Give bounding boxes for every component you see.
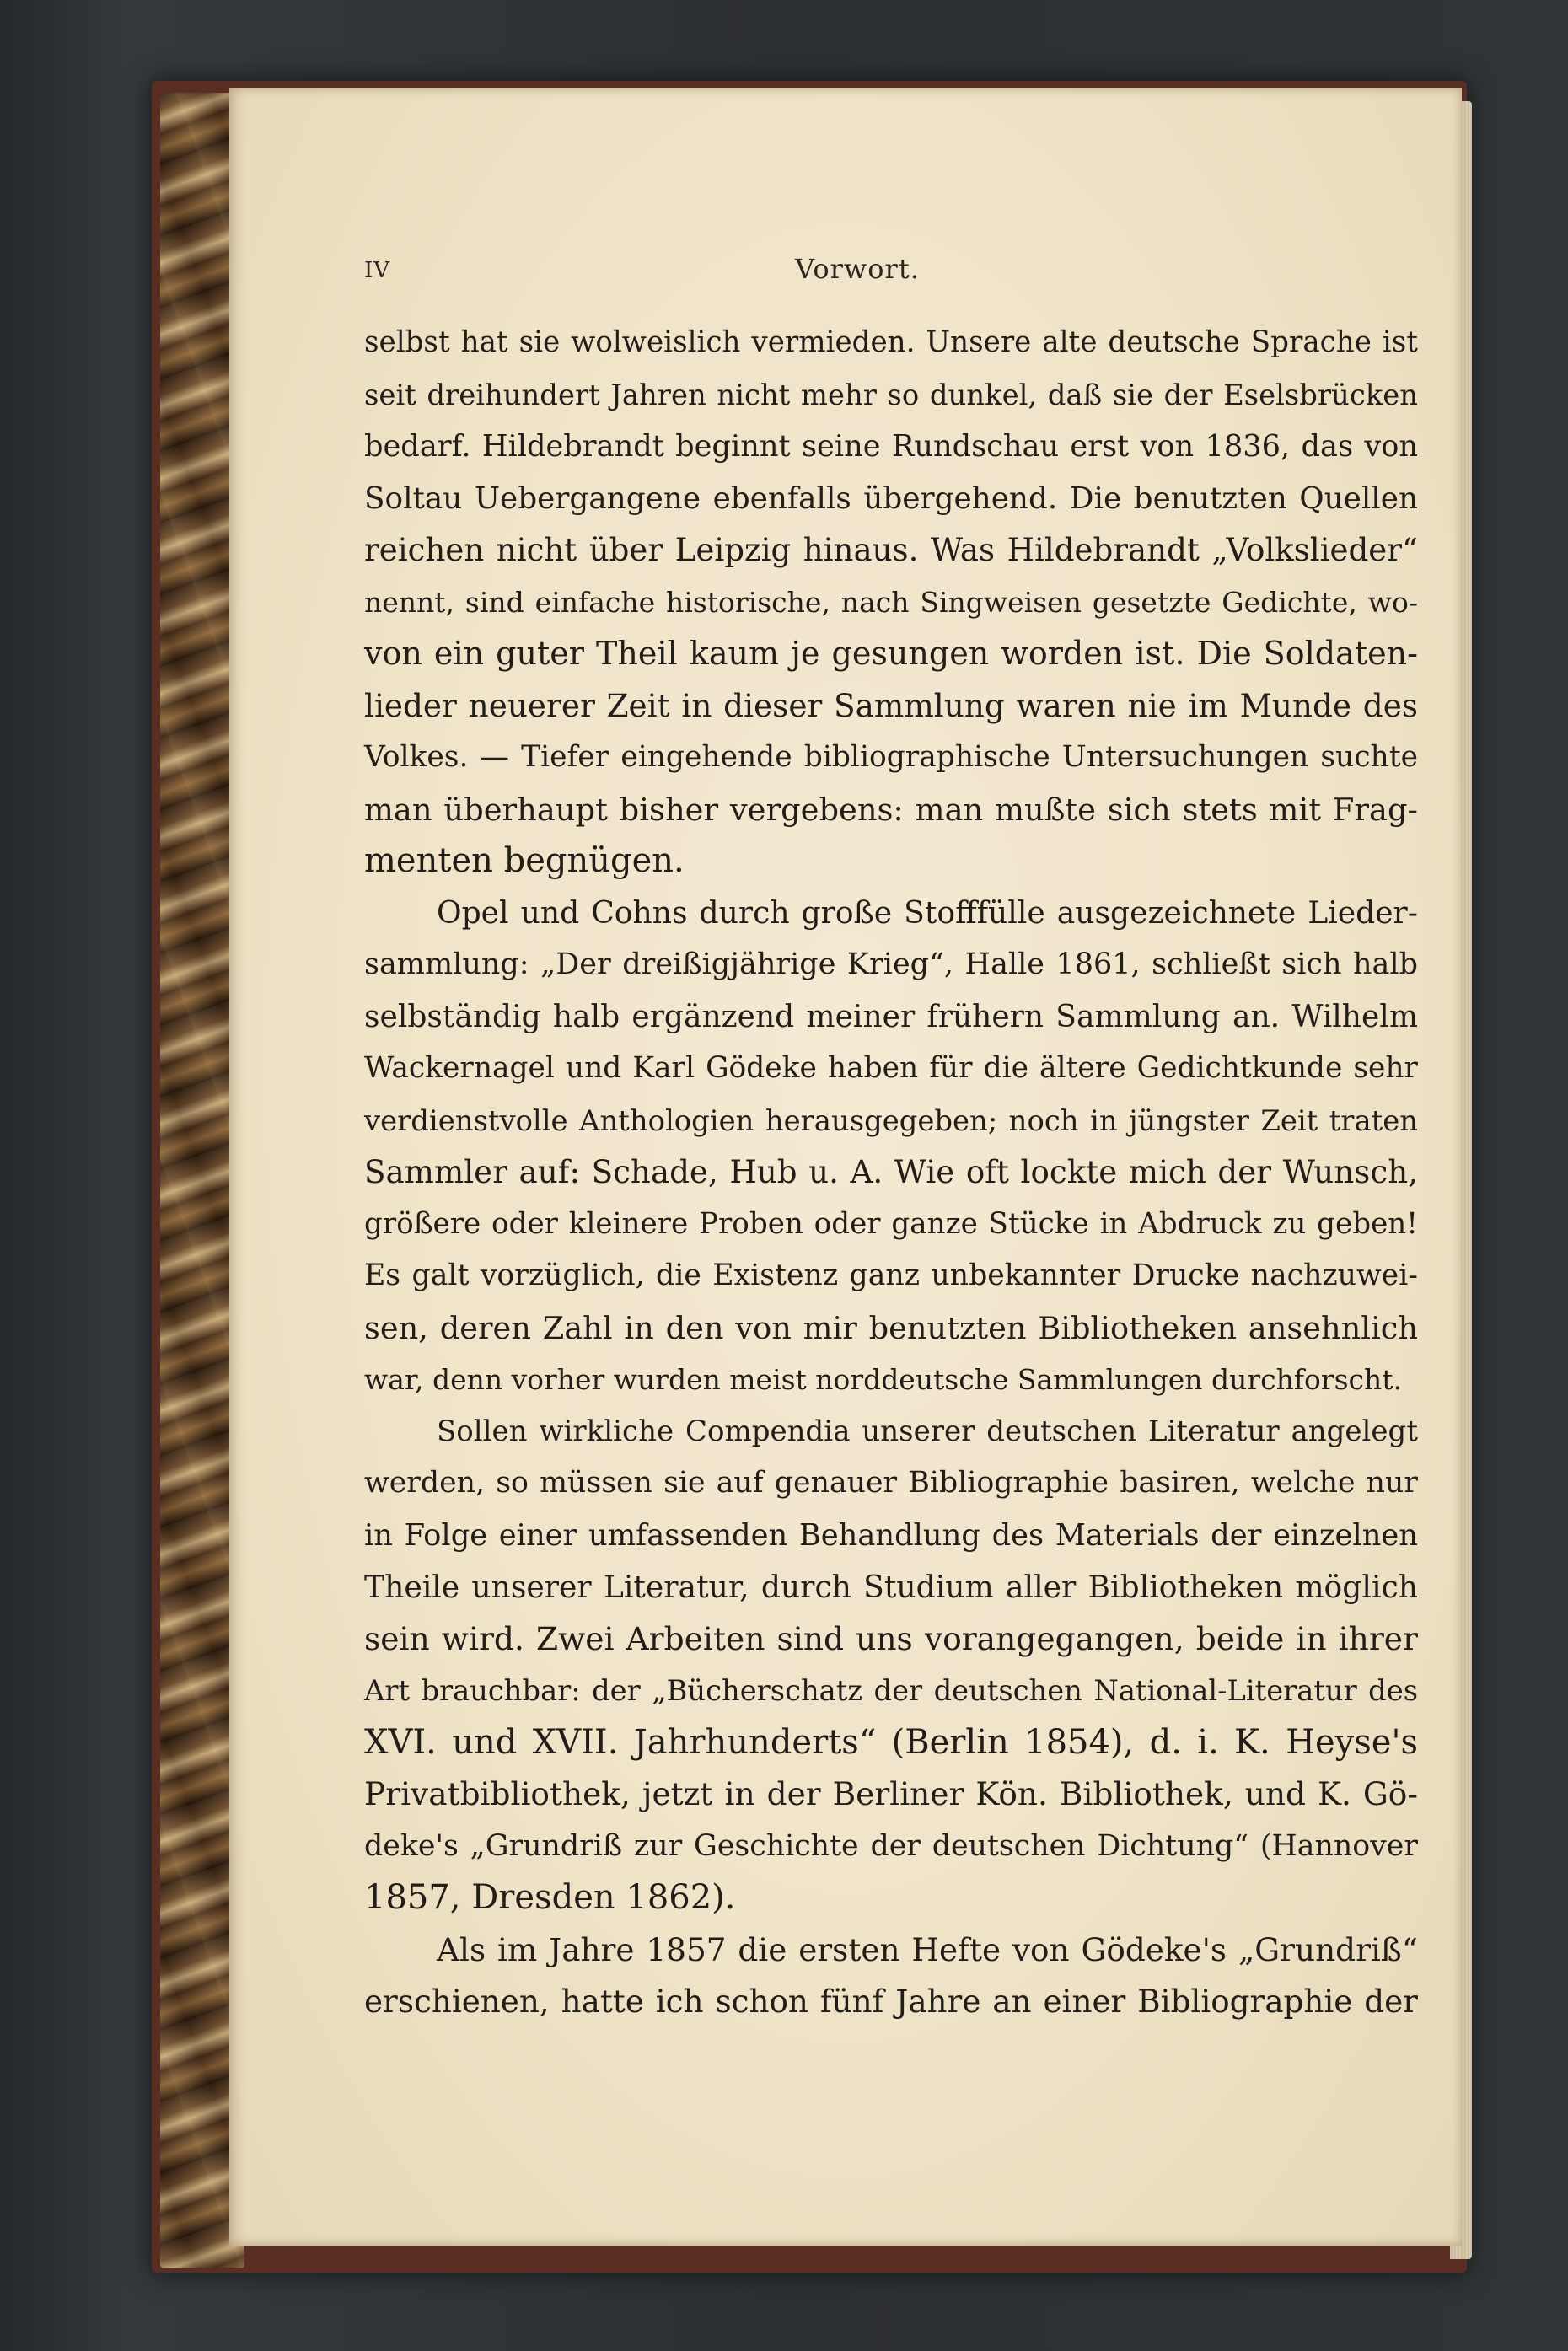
text-line: seit dreihundert Jahren nicht mehr so dunkel, daß sie der Eselsbrücken (364, 378, 1418, 411)
text-line: größere oder kleinere Proben oder ganze Stücke in Abdruck zu geben! (364, 1206, 1418, 1241)
text-line: Theile unserer Literatur, durch Studium aller Bibliotheken möglich (364, 1569, 1418, 1605)
text-line: Als im Jahre 1857 die ersten Hefte von Gödeke's „Grundriß“ (437, 1930, 1418, 1968)
text-line: sen, deren Zahl in den von mir benutzten Bibliotheken ansehnlich (364, 1309, 1418, 1346)
text-line: selbst hat sie wolweislich vermieden. Unsere alte deutsche Sprache ist (364, 325, 1418, 359)
text-line: XVI. und XVII. Jahrhunderts“ (Berlin 1854), d. i. K. Heyse's (364, 1722, 1418, 1762)
text-line: reichen nicht über Leipzig hinaus. Was Hildebrandt „Volkslieder“ (364, 532, 1418, 568)
text-line: lieder neuerer Zeit in dieser Sammlung waren nie im Munde des (364, 686, 1418, 724)
body-text (364, 317, 1418, 2028)
text-line: Soltau Uebergangene ebenfalls übergehend. Die benutzten Quellen (364, 480, 1418, 516)
text-line: nennt, sind einfache historische, nach Singweisen gesetzte Gedichte, wo- (364, 585, 1418, 619)
text-line: Volkes. — Tiefer eingehende bibliographische Untersuchungen suchte (364, 740, 1418, 774)
text-line: bedarf. Hildebrandt beginnt seine Rundschau erst von 1836, das von (364, 429, 1418, 464)
text-line: selbständig halb ergänzend meiner frühern Sammlung an. Wilhelm (364, 999, 1418, 1034)
text-line: Sammler auf: Schade, Hub u. A. Wie oft lockte mich der Wunsch, (364, 1153, 1418, 1190)
text-line: Es galt vorzüglich, die Existenz ganz unbekannter Drucke nachzuwei- (364, 1259, 1418, 1292)
text-line: erschienen, hatte ich schon fünf Jahre an einer Bibliographie der (364, 1983, 1418, 2020)
text-line: von ein guter Theil kaum je gesungen worden ist. Die Soldaten- (364, 635, 1418, 672)
text-line: deke's „Grundriß zur Geschichte der deutschen Dichtung“ (Hannover (364, 1828, 1418, 1863)
text-line: man überhaupt bisher vergebens: man mußte sich stets mit Frag- (364, 791, 1418, 828)
text-line: sammlung: „Der dreißigjährige Krieg“, Halle 1861, schließt sich halb (364, 947, 1418, 981)
text-line: verdienstvolle Anthologien herausgegeben; noch in jüngster Zeit traten (364, 1103, 1418, 1137)
text-line: sein wird. Zwei Arbeiten sind uns vorangegangen, beide in ihrer (364, 1619, 1418, 1657)
text-line: Wackernagel und Karl Gödeke haben für die ältere Gedichtkunde sehr (364, 1051, 1418, 1085)
text-line: war, denn vorher wurden meist norddeutsche Sammlungen durchforscht. (364, 1363, 1402, 1396)
text-line: Art brauchbar: der „Bücherschatz der deutschen National-Literatur des (364, 1674, 1418, 1707)
running-head-title: Vorwort. (795, 253, 920, 285)
book-page (229, 88, 1462, 2246)
text-line: werden, so müssen sie auf genauer Bibliographie basiren, welche nur (364, 1466, 1418, 1500)
text-line: Opel und Cohns durch große Stofffülle ausgezeichnete Lieder- (437, 894, 1418, 931)
text-line: Sollen wirkliche Compendia unserer deutschen Literatur angelegt (437, 1414, 1418, 1448)
text-line: 1857, Dresden 1862). (364, 1878, 736, 1917)
text-line: Privatbibliothek, jetzt in der Berliner Kön. Bibliothek, und K. Gö- (364, 1775, 1418, 1812)
text-line: menten begnügen. (364, 841, 685, 880)
running-head (364, 253, 1351, 287)
page-number: IV (364, 258, 391, 283)
text-line: in Folge einer umfassenden Behandlung des Materials der einzelnen (364, 1517, 1418, 1553)
